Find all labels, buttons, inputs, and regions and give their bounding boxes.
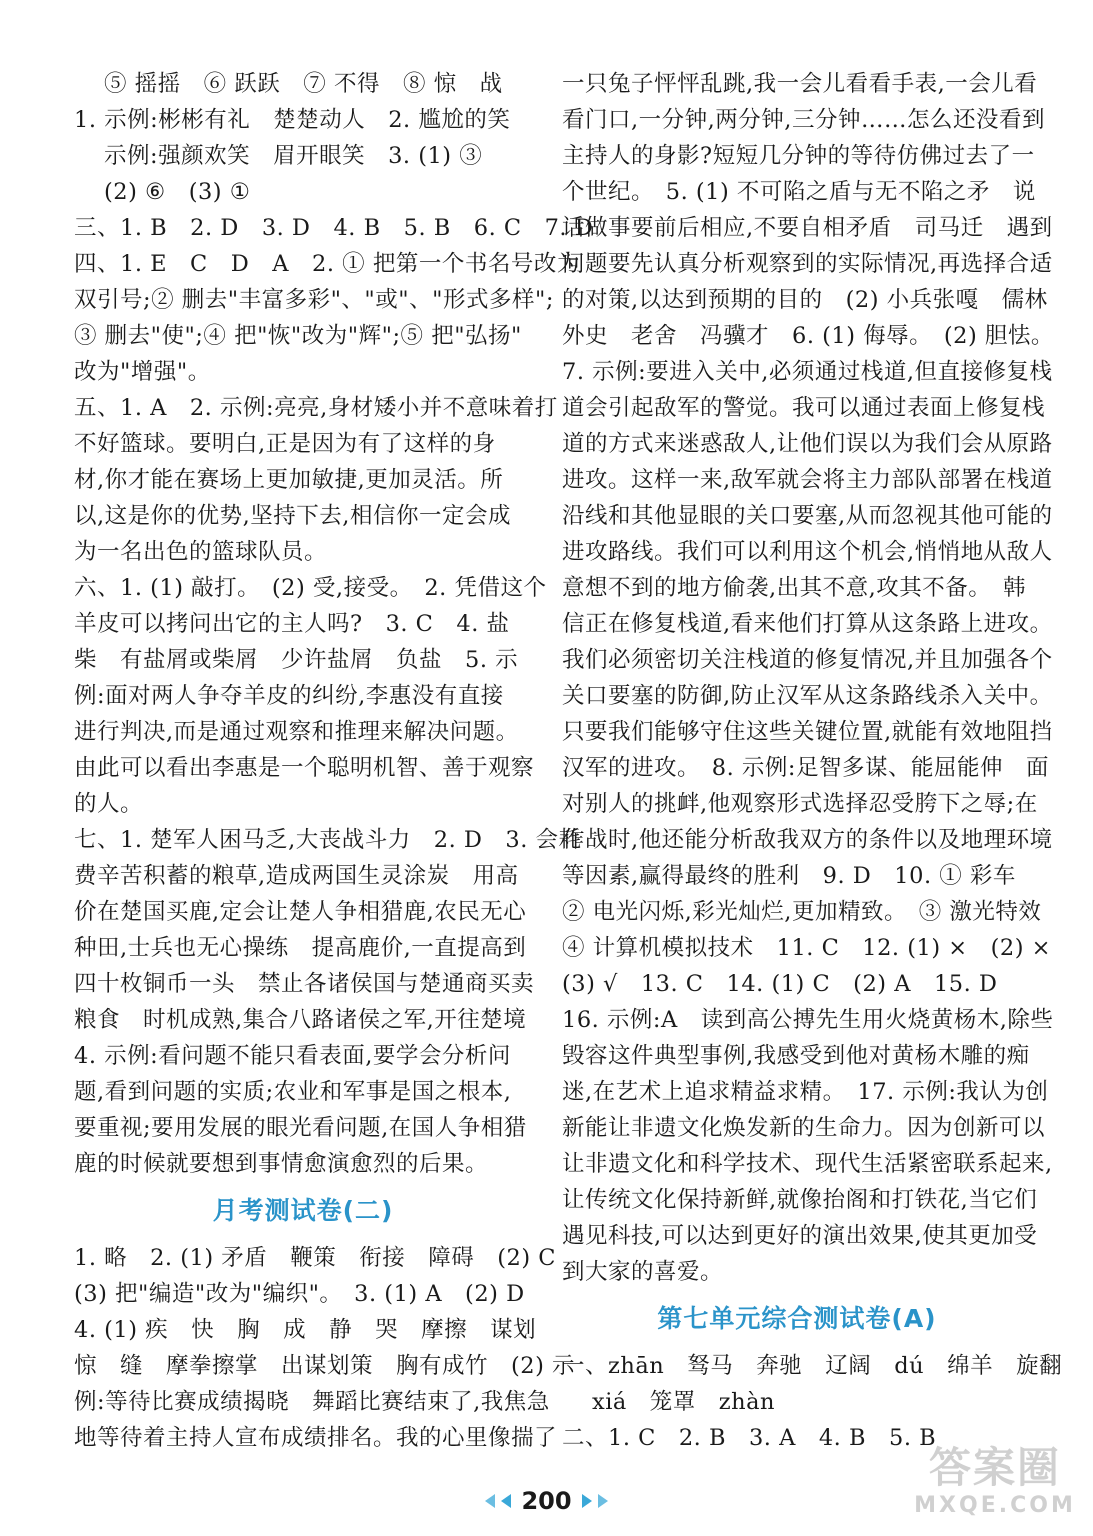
text-line: 外史 老舍 冯骥才 6. (1) 侮辱。 (2) 胆怯。 [562,323,1054,349]
right-column [562,66,1063,1456]
text-line: 沿线和其他显眼的关口要塞,从而忽视其他可能的 [562,503,1053,529]
text-line: 的对策,以达到预期的目的 (2) 小兵张嘎 儒林 [562,287,1048,313]
text-line: 种田,士兵也无心操练 提高鹿价,一直提高到 [74,935,527,961]
text-line: 只要我们能够守住这些关键位置,就能有效地阻挡 [562,719,1053,745]
text-line: 遇见科技,可以达到更好的演出效果,使其更加受 [562,1223,1038,1249]
text-line: 4. 示例:看问题不能只看表面,要学会分析问 [74,1043,511,1069]
arrow-left-icon [501,1494,511,1508]
watermark-text: 答案圈 [928,1443,1061,1492]
text-line: 毁容这件典型事例,我感受到他对黄杨木雕的痴 [562,1043,1030,1069]
text-line: 惊 缝 摩拳擦掌 出谋划策 胸有成竹 (2) 示 [74,1353,576,1379]
text-line: 费辛苦积蓄的粮草,造成两国生灵涂炭 用高 [74,863,519,889]
text-line: 到大家的喜爱。 [562,1259,724,1285]
text-line: ④ 计算机模拟技术 11. C 12. (1) × (2) × [562,935,1051,961]
text-line: 让传统文化保持新鲜,就像抬阁和打铁花,当它们 [562,1187,1038,1213]
section-title-monthly-test-2: 月考测试卷(二) [212,1196,394,1225]
right-answers-part1 [562,66,1054,1290]
text-line: 鹿的时候就要想到事情愈演愈烈的后果。 [74,1151,489,1177]
text-line: 的人。 [74,791,144,817]
text-line: ② 电光闪烁,彩光灿烂,更加精致。 ③ 激光特效 [562,899,1042,925]
text-line: 等因素,赢得最终的胜利 9. D 10. ① 彩车 [562,863,1016,889]
text-line: 示例:强颜欢笑 眉开眼笑 3. (1) ③ [104,143,483,169]
text-line: 作战时,他还能分析敌我双方的条件以及地理环境 [562,827,1053,853]
text-line: 四十枚铜币一头 禁止各诸侯国与楚通商买卖 [74,971,535,997]
arrow-right-icon [582,1494,592,1508]
text-line: ③ 删去"使";④ 把"恢"改为"辉";⑤ 把"弘扬" [74,323,522,349]
text-line: 六、1. (1) 敲打。 (2) 受,接受。 2. 凭借这个 [74,575,547,601]
text-line: 意想不到的地方偷袭,出其不意,攻其不备。 韩 [562,575,1027,601]
text-line: 一只兔子怦怦乱跳,我一会儿看看手表,一会儿看 [562,71,1038,97]
text-line: 对别人的挑衅,他观察形式选择忍受胯下之辱;在 [562,791,1038,817]
text-line: 道会引起敌军的警觉。我可以通过表面上修复栈 [562,395,1046,421]
text-line: 话做事要前后相应,不要自相矛盾 司马迁 遇到 [562,215,1053,241]
text-line: 例:等待比赛成绩揭晓 舞蹈比赛结束了,我焦急 [74,1389,550,1415]
page-number: 200 [521,1487,572,1515]
text-line: 四、1. E C D A 2. ① 把第一个书名号改为 [74,251,580,277]
text-line: (3) 把"编造"改为"编织"。 3. (1) A (2) D [74,1281,525,1307]
text-line: 要重视;要用发展的眼光看问题,在国人争相猎 [74,1115,527,1141]
text-line: 新能让非遗文化焕发新的生命力。因为创新可以 [562,1115,1046,1141]
text-line: 主持人的身影?短短几分钟的等待仿佛过去了一 [562,143,1035,169]
text-line: 粮食 时机成熟,集合八路诸侯之军,开往楚境 [74,1007,527,1033]
watermark-logo [905,1442,1085,1532]
text-line: 一、zhān 驽马 奔驰 辽阔 dú 绵羊 旋翻 [562,1353,1063,1379]
text-line: 材,你才能在赛场上更加敏捷,更加灵活。所 [74,467,504,493]
text-line: xiá 笼罩 zhàn [592,1389,776,1415]
text-line: 柴 有盐屑或柴屑 少许盐屑 负盐 5. 示 [74,647,519,673]
text-line: 题,看到问题的实质;农业和军事是国之根本, [74,1079,512,1105]
text-line: 1. 略 2. (1) 矛盾 鞭策 衔接 障碍 (2) C [74,1245,557,1271]
text-line: 关口要塞的防御,防止汉军从这条路线杀入关中。 [562,683,1053,709]
text-line: 信正在修复栈道,看来他们打算从这条路上进攻。 [562,611,1053,637]
text-line: 我们必须密切关注栈道的修复情况,并且加强各个 [562,647,1053,673]
left-answers-part1 [74,66,594,1182]
left-column [74,66,594,1456]
text-line: 让非遗文化和科学技术、现代生活紧密联系起来, [562,1151,1053,1177]
text-line: 地等待着主持人宣布成绩排名。我的心里像揣了 [74,1425,558,1451]
text-line: 以,这是你的优势,坚持下去,相信你一定会成 [74,503,511,529]
text-line: 进行判决,而是通过观察和推理来解决问题。 [74,719,519,745]
text-line: 个世纪。 5. (1) 不可陷之盾与无不陷之矛 说 [562,179,1036,205]
text-line: 由此可以看出李惠是一个聪明机智、善于观察 [74,755,535,781]
text-line: 二、1. C 2. B 3. A 4. B 5. B [562,1425,937,1451]
text-line: 五、1. A 2. 示例:亮亮,身材矮小并不意味着打 [74,395,558,421]
text-line: 改为"增强"。 [74,359,211,385]
text-line: 进攻。这样一来,敌军就会将主力部队部署在栈道 [562,467,1053,493]
text-line: 为一名出色的篮球队员。 [74,539,328,565]
arrow-right-small-icon [598,1494,608,1508]
text-line: 问题要先认真分析观察到的实际情况,再选择合适 [562,251,1053,277]
text-line: 七、1. 楚军人困马乏,大丧战斗力 2. D 3. 会耗 [74,827,582,853]
text-line: 汉军的进攻。 8. 示例:足智多谋、能屈能伸 面 [562,755,1049,781]
text-line: 羊皮可以拷问出它的主人吗? 3. C 4. 盐 [74,611,510,637]
text-line: 进攻路线。我们可以利用这个机会,悄悄地从敌人 [562,539,1053,565]
text-line: 7. 示例:要进入关中,必须通过栈道,但直接修复栈 [562,359,1053,385]
text-line: ⑤ 摇摇 ⑥ 跃跃 ⑦ 不得 ⑧ 惊 战 [104,71,503,97]
arrow-left-small-icon [485,1494,495,1508]
text-line: 双引号;② 删去"丰富多彩"、"或"、"形式多样"; [74,287,554,313]
text-line: 16. 示例:A 读到高公搏先生用火烧黄杨木,除些 [562,1007,1054,1033]
text-line: 价在楚国买鹿,定会让楚人争相猎鹿,农民无心 [74,899,527,925]
watermark-domain: MXQE.COM [914,1493,1076,1518]
text-line: (2) ⑥ (3) ① [104,179,251,205]
text-line: 看门口,一分钟,两分钟,三分钟……怎么还没看到 [562,107,1045,133]
text-line: 不好篮球。要明白,正是因为有了这样的身 [74,431,496,457]
text-line: (3) √ 13. C 14. (1) C (2) A 15. D [562,971,998,997]
text-line: 例:面对两人争夺羊皮的纠纷,李惠没有直接 [74,683,504,709]
text-line: 道的方式来迷惑敌人,让他们误以为我们会从原路 [562,431,1053,457]
text-line: 迷,在艺术上追求精益求精。 17. 示例:我认为创 [562,1079,1049,1105]
section-title-unit7-test-a: 第七单元综合测试卷(A) [657,1304,937,1333]
text-line: 三、1. B 2. D 3. D 4. B 5. B 6. C 7. D [74,215,594,241]
left-answers-part2 [74,1240,576,1456]
right-answers-part2 [562,1348,1063,1456]
text-line: 4. (1) 疾 快 胸 成 静 哭 摩擦 谋划 [74,1317,537,1343]
text-line: 1. 示例:彬彬有礼 楚楚动人 2. 尴尬的笑 [74,107,511,133]
